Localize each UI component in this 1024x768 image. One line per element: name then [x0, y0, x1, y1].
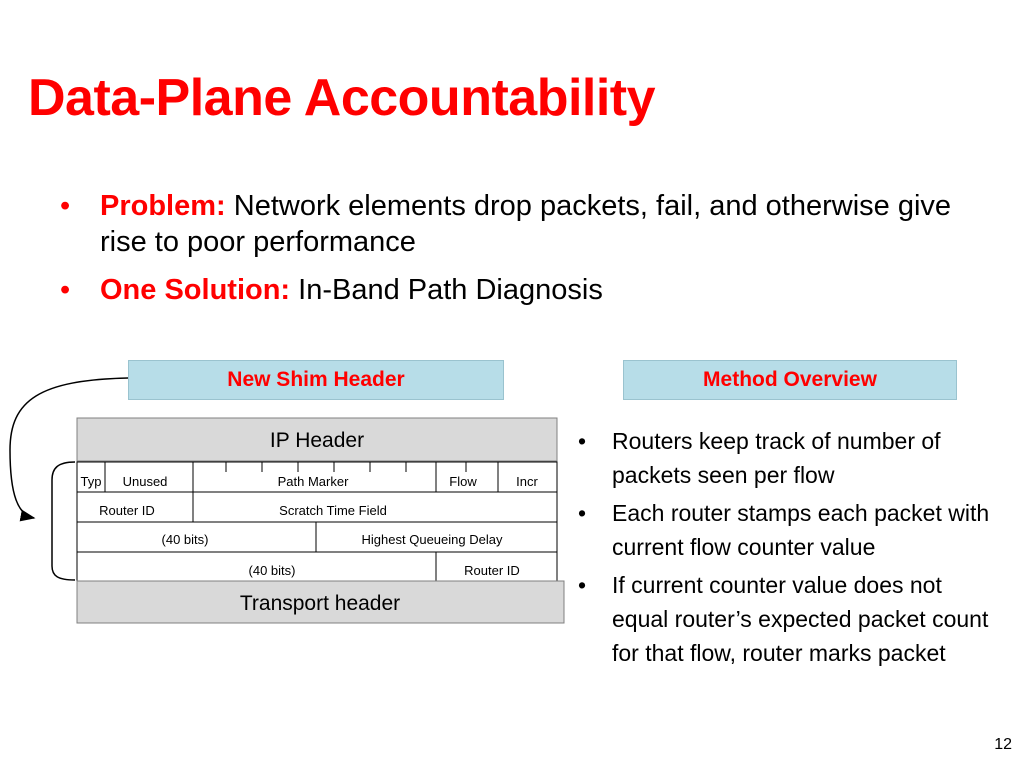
method-item-text: Routers keep track of number of packets seen per flow: [612, 428, 941, 488]
bullet-dot-icon: •: [578, 500, 587, 526]
bullet-label: Problem:: [100, 190, 226, 222]
field-incr: Incr: [516, 474, 538, 489]
shim-header-label: New Shim Header: [128, 360, 504, 400]
ip-header-text: IP Header: [269, 429, 365, 452]
transport-header-text: Transport header: [239, 592, 401, 615]
field-typ: Typ: [80, 474, 102, 489]
field-40-bits: (40 bits): [248, 563, 296, 578]
bullet-text: Network elements drop packets, fail, and otherwise give rise to poor performance: [100, 190, 952, 258]
bullet-label: One Solution:: [100, 274, 291, 306]
method-item-text: If current counter value does not equal router’s expected packet count for that flow, router marks packet: [612, 572, 989, 666]
slide-title: Data-Plane Accountability: [28, 69, 656, 127]
bullet-dot-icon: •: [578, 572, 587, 598]
field-scratch-time: Scratch Time Field: [279, 503, 387, 518]
page-number: 12: [994, 736, 1012, 753]
field-router-id: Router ID: [99, 503, 155, 518]
bullet-text: In-Band Path Diagnosis: [290, 274, 603, 306]
bullet-dot-icon: •: [60, 274, 71, 306]
method-item: [578, 496, 998, 564]
field-path-marker: Path Marker: [277, 474, 349, 489]
method-item: [578, 424, 998, 492]
method-item-text: Each router stamps each packet with current flow counter value: [612, 500, 990, 560]
bullet-dot-icon: •: [60, 190, 71, 222]
shim-bracket: [52, 462, 75, 580]
field-40-bits: (40 bits): [161, 532, 209, 547]
field-flow: Flow: [449, 474, 477, 489]
field-queue-delay: Highest Queueing Delay: [361, 532, 503, 547]
method-list: [578, 424, 998, 674]
field-unused: Unused: [122, 474, 168, 489]
method-overview-label: Method Overview: [623, 360, 957, 400]
field-router-id: Router ID: [464, 563, 520, 578]
bullet-dot-icon: •: [578, 428, 587, 454]
method-item: [578, 568, 998, 670]
